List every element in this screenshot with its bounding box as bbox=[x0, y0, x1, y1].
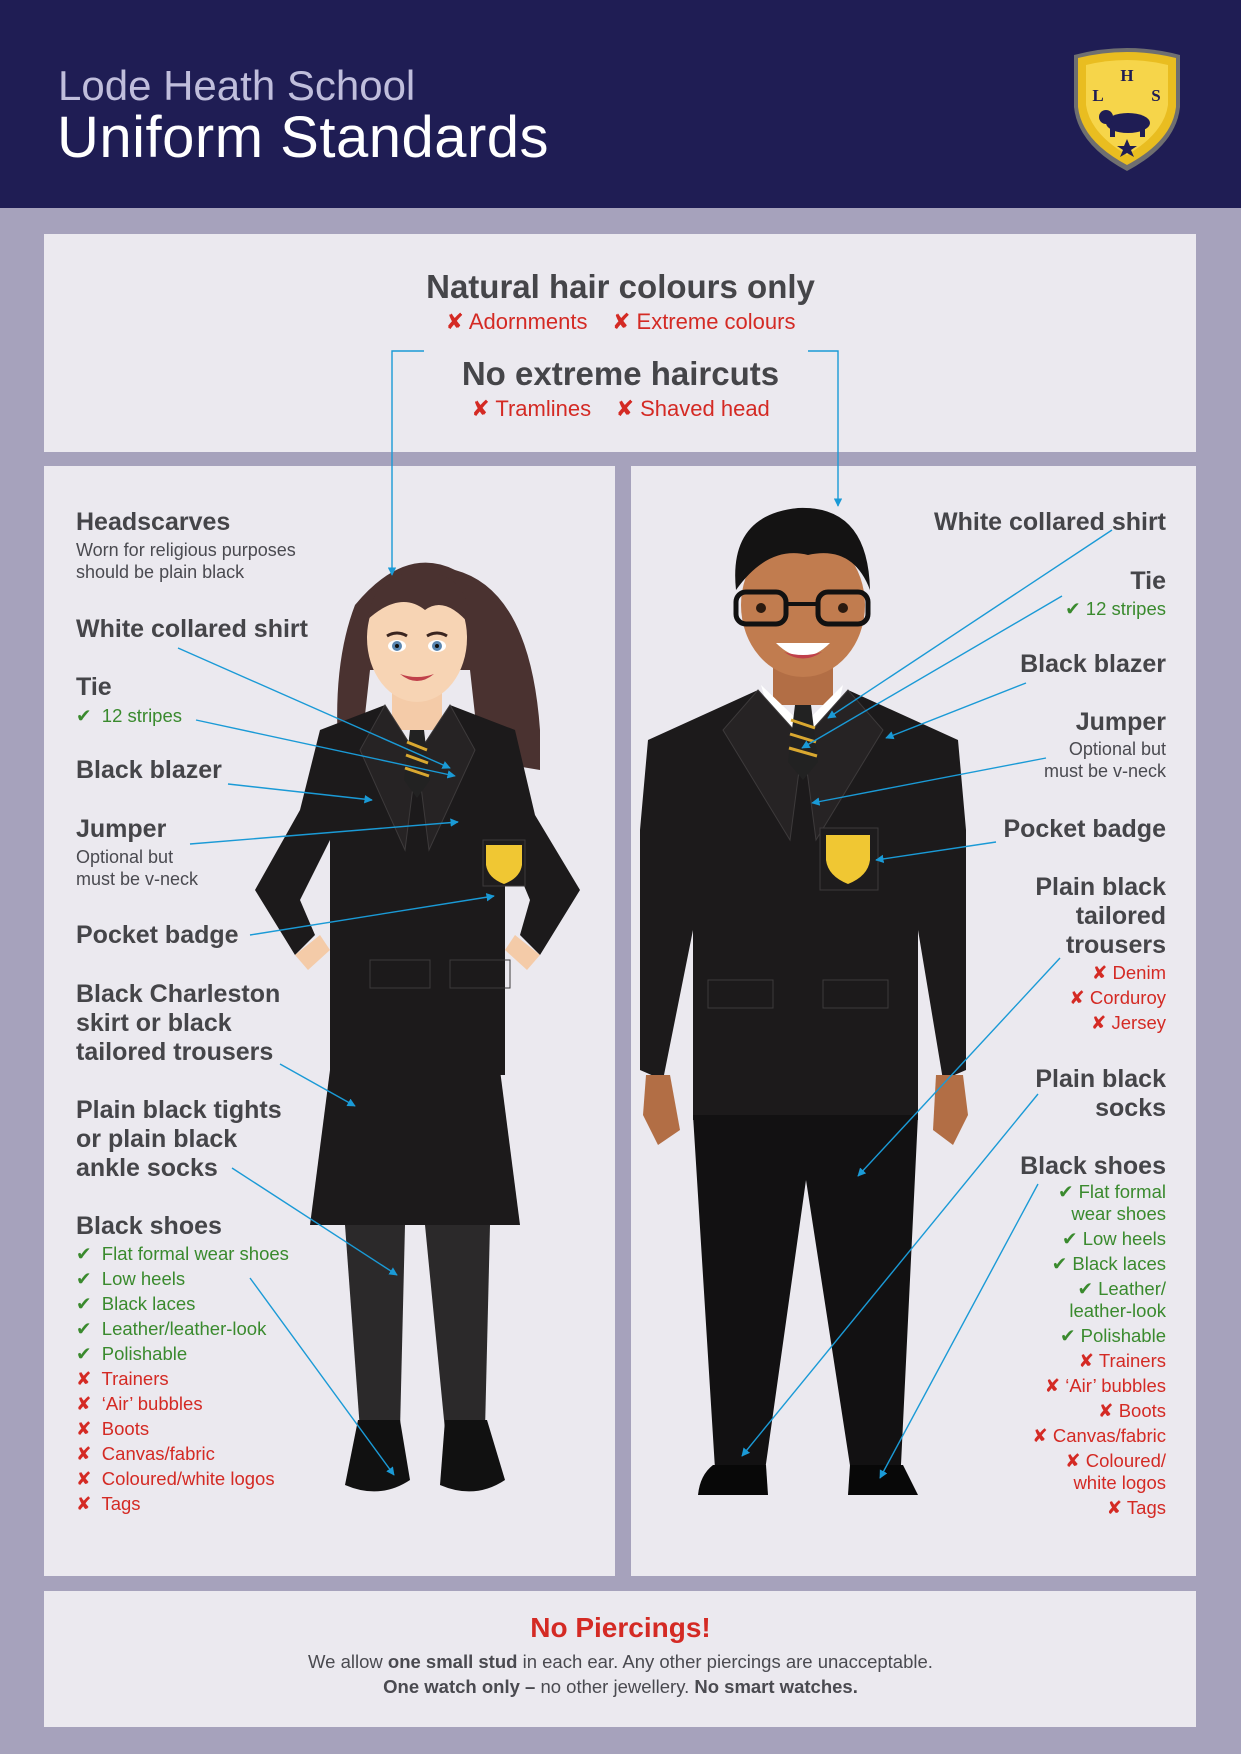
girl-shoe-rule: Polishable bbox=[101, 1343, 188, 1364]
boy-shoe-rule: Flat formal bbox=[1078, 1181, 1166, 1202]
socks-line1: Plain black bbox=[1035, 1065, 1166, 1093]
piercings-emphasis: One watch only – bbox=[383, 1676, 536, 1697]
tick-icon: ✔ bbox=[76, 1293, 92, 1314]
cross-icon: ✘ bbox=[1065, 1450, 1081, 1471]
boy-shoe-rule: Leather/ bbox=[1098, 1278, 1166, 1299]
tick-icon: ✔ bbox=[1057, 1181, 1074, 1202]
tick-icon: ✔ bbox=[1062, 1228, 1078, 1249]
girl-shoe-rule: Black laces bbox=[101, 1293, 196, 1314]
crest-letter-l: L bbox=[1092, 86, 1104, 105]
girl-jumper-note-line1: Optional but bbox=[76, 847, 174, 867]
cross-icon: ✘ bbox=[471, 396, 490, 421]
arrow-girl-tie bbox=[196, 720, 455, 776]
skirt-line2: skirt or black bbox=[76, 1009, 232, 1037]
girl-shoe-rule: Boots bbox=[101, 1418, 150, 1439]
boy-jumper-note-line1: Optional but bbox=[1068, 739, 1166, 759]
girl-shoe-rule: ‘Air’ bubbles bbox=[101, 1393, 203, 1414]
trousers-line3: trousers bbox=[1065, 931, 1166, 959]
trousers-line1: Plain black bbox=[1035, 873, 1166, 901]
label-girl-white-shirt: White collared shirt bbox=[76, 615, 308, 643]
boy-shoe-rule: Tags bbox=[1126, 1497, 1166, 1518]
crest-letter-s: S bbox=[1151, 86, 1161, 105]
headscarves-note-line1: Worn for religious purposes bbox=[76, 540, 296, 560]
label-girl-shoes: Black shoes bbox=[76, 1212, 222, 1240]
girl-shoe-rule: Tags bbox=[101, 1493, 141, 1514]
arrow-boy-socks bbox=[742, 1094, 1038, 1456]
boy-shoe-rule: leather-look bbox=[1069, 1300, 1166, 1321]
boy-shoe-rule: wear shoes bbox=[1071, 1203, 1166, 1224]
cross-icon: ✘ bbox=[1069, 987, 1085, 1008]
label-tights bbox=[76, 1096, 282, 1183]
tick-icon: ✔ bbox=[1065, 598, 1081, 619]
cross-icon: ✘ bbox=[76, 1418, 92, 1439]
haircut-heading: No extreme haircuts bbox=[461, 355, 780, 392]
trousers-line2: tailored bbox=[1075, 902, 1166, 930]
label-boy-tie: Tie bbox=[1130, 567, 1166, 595]
headscarves-note-line2: should be plain black bbox=[76, 562, 245, 582]
school-name: Lode Heath School bbox=[58, 62, 416, 109]
cross-icon: ✘ bbox=[1078, 1350, 1095, 1371]
rule-extreme-colours: Extreme colours bbox=[636, 309, 796, 334]
arrow-girl-skirt bbox=[280, 1064, 355, 1106]
arrow-boy-shirt bbox=[828, 530, 1112, 718]
tick-icon: ✔ bbox=[76, 1318, 92, 1339]
cross-icon: ✘ bbox=[1106, 1497, 1123, 1518]
arrow-boy-blazer bbox=[886, 683, 1026, 738]
tick-icon: ✔ bbox=[76, 705, 92, 726]
tick-icon: ✔ bbox=[76, 1243, 92, 1264]
piercings-emphasis: one small stud bbox=[387, 1651, 518, 1672]
label-boy-jumper: Jumper bbox=[1075, 708, 1166, 736]
tights-line2: or plain black bbox=[76, 1125, 238, 1153]
girl-tie-stripes: 12 stripes bbox=[101, 705, 183, 726]
piercings-line1 bbox=[0, 1651, 1241, 1673]
trousers-rules bbox=[1069, 960, 1166, 1035]
tights-line1: Plain black tights bbox=[76, 1096, 282, 1124]
girl-jumper-note bbox=[76, 846, 198, 890]
arrow-hair-boy bbox=[808, 351, 838, 506]
arrow-girl-badge bbox=[250, 896, 494, 935]
piercings-emphasis: No smart watches. bbox=[694, 1676, 858, 1697]
cross-icon: ✘ bbox=[445, 309, 464, 334]
label-socks bbox=[1035, 1065, 1166, 1123]
arrow-boy-jumper bbox=[812, 758, 1046, 803]
cross-icon: ✘ bbox=[611, 309, 631, 334]
arrow-boy-trousers bbox=[858, 958, 1060, 1176]
tick-icon: ✔ bbox=[1077, 1278, 1093, 1299]
headscarves-note bbox=[76, 539, 296, 583]
crest-letter-h: H bbox=[1120, 66, 1134, 85]
arrow-boy-shoes bbox=[880, 1184, 1038, 1478]
label-girl-jumper: Jumper bbox=[76, 815, 167, 843]
piercings-text: no other jewellery. bbox=[535, 1676, 695, 1697]
cross-icon: ✘ bbox=[1091, 962, 1108, 983]
tights-line3: ankle socks bbox=[76, 1154, 218, 1182]
rule-tramlines: Tramlines bbox=[495, 396, 592, 421]
girl-jumper-note-line2: must be v-neck bbox=[76, 869, 199, 889]
arrow-girl-jumper bbox=[190, 822, 458, 844]
label-boy-blazer: Black blazer bbox=[1020, 650, 1166, 678]
arrow-girl-blazer bbox=[228, 784, 372, 800]
tick-icon: ✔ bbox=[1051, 1253, 1068, 1274]
page-title: Uniform Standards bbox=[57, 105, 550, 170]
girl-tie-rule bbox=[76, 703, 182, 728]
cross-icon: ✘ bbox=[76, 1368, 92, 1389]
rule-adornments: Adornments bbox=[468, 309, 588, 334]
boy-jumper-note-line2: must be v-neck bbox=[1043, 761, 1166, 781]
arrow-boy-badge bbox=[876, 842, 996, 860]
boy-shoe-rule: Coloured/ bbox=[1085, 1450, 1166, 1471]
arrow-girl-shirt bbox=[178, 648, 450, 768]
boy-shoe-rule: Trainers bbox=[1098, 1350, 1166, 1371]
girl-shoe-rule: Coloured/white logos bbox=[101, 1468, 275, 1489]
label-girl-pocket-badge: Pocket badge bbox=[76, 921, 239, 949]
cross-icon: ✘ bbox=[76, 1493, 92, 1514]
skirt-line3: tailored trousers bbox=[76, 1038, 274, 1066]
boy-shoe-rule: Low heels bbox=[1082, 1228, 1166, 1249]
piercings-heading: No Piercings! bbox=[530, 1612, 711, 1643]
trousers-rule: Corduroy bbox=[1089, 987, 1166, 1008]
boy-shoe-rule: ‘Air’ bubbles bbox=[1065, 1375, 1166, 1396]
label-girl-blazer: Black blazer bbox=[76, 756, 222, 784]
boy-shoes-rules bbox=[1032, 1181, 1166, 1519]
cross-icon: ✘ bbox=[1032, 1425, 1048, 1446]
label-boy-pocket-badge: Pocket badge bbox=[1003, 815, 1166, 843]
arrow-hair-girl bbox=[392, 351, 424, 575]
girl-shoes-rules bbox=[76, 1241, 289, 1516]
boy-tie-stripes: 12 stripes bbox=[1085, 598, 1166, 619]
girl-shoe-rule: Trainers bbox=[101, 1368, 169, 1389]
cross-icon: ✘ bbox=[76, 1468, 92, 1489]
girl-shoe-rule: Low heels bbox=[101, 1268, 186, 1289]
cross-icon: ✘ bbox=[1044, 1375, 1061, 1396]
boy-jumper-note bbox=[1044, 738, 1166, 782]
label-skirt bbox=[76, 980, 280, 1067]
label-boy-white-shirt: White collared shirt bbox=[934, 508, 1166, 536]
piercings-line2 bbox=[0, 1676, 1241, 1698]
cross-icon: ✘ bbox=[615, 396, 634, 421]
cross-icon: ✘ bbox=[1090, 1012, 1107, 1033]
trousers-rule: Denim bbox=[1112, 962, 1166, 983]
girl-shoe-rule: Flat formal wear shoes bbox=[101, 1243, 289, 1264]
skirt-line1: Black Charleston bbox=[76, 980, 281, 1008]
trousers-rule: Jersey bbox=[1111, 1012, 1166, 1033]
piercings-text: We allow bbox=[308, 1651, 388, 1672]
boy-shoe-rule: Polishable bbox=[1080, 1325, 1166, 1346]
boy-shoe-rule: Boots bbox=[1118, 1400, 1166, 1421]
boy-tie-rule bbox=[1065, 596, 1166, 621]
cross-icon: ✘ bbox=[76, 1443, 92, 1464]
label-boy-shoes: Black shoes bbox=[1020, 1152, 1166, 1180]
label-headscarves: Headscarves bbox=[76, 508, 231, 536]
rule-shaved-head: Shaved head bbox=[640, 396, 770, 421]
label-trousers bbox=[1035, 873, 1166, 960]
boy-shoe-rule: Black laces bbox=[1072, 1253, 1166, 1274]
girl-shoe-rule: Canvas/fabric bbox=[101, 1443, 215, 1464]
socks-line2: socks bbox=[1095, 1094, 1166, 1122]
tick-icon: ✔ bbox=[1059, 1325, 1076, 1346]
piercings-text: in each ear. Any other piercings are unacceptable. bbox=[517, 1651, 933, 1672]
girl-shoe-rule: Leather/leather-look bbox=[101, 1318, 267, 1339]
cross-icon: ✘ bbox=[76, 1393, 92, 1414]
boy-shoe-rule: white logos bbox=[1073, 1472, 1166, 1493]
tick-icon: ✔ bbox=[76, 1268, 92, 1289]
hair-colour-heading: Natural hair colours only bbox=[426, 268, 815, 305]
boy-shoe-rule: Canvas/fabric bbox=[1052, 1425, 1166, 1446]
label-girl-tie: Tie bbox=[76, 673, 112, 701]
cross-icon: ✘ bbox=[1098, 1400, 1114, 1421]
tick-icon: ✔ bbox=[76, 1343, 92, 1364]
